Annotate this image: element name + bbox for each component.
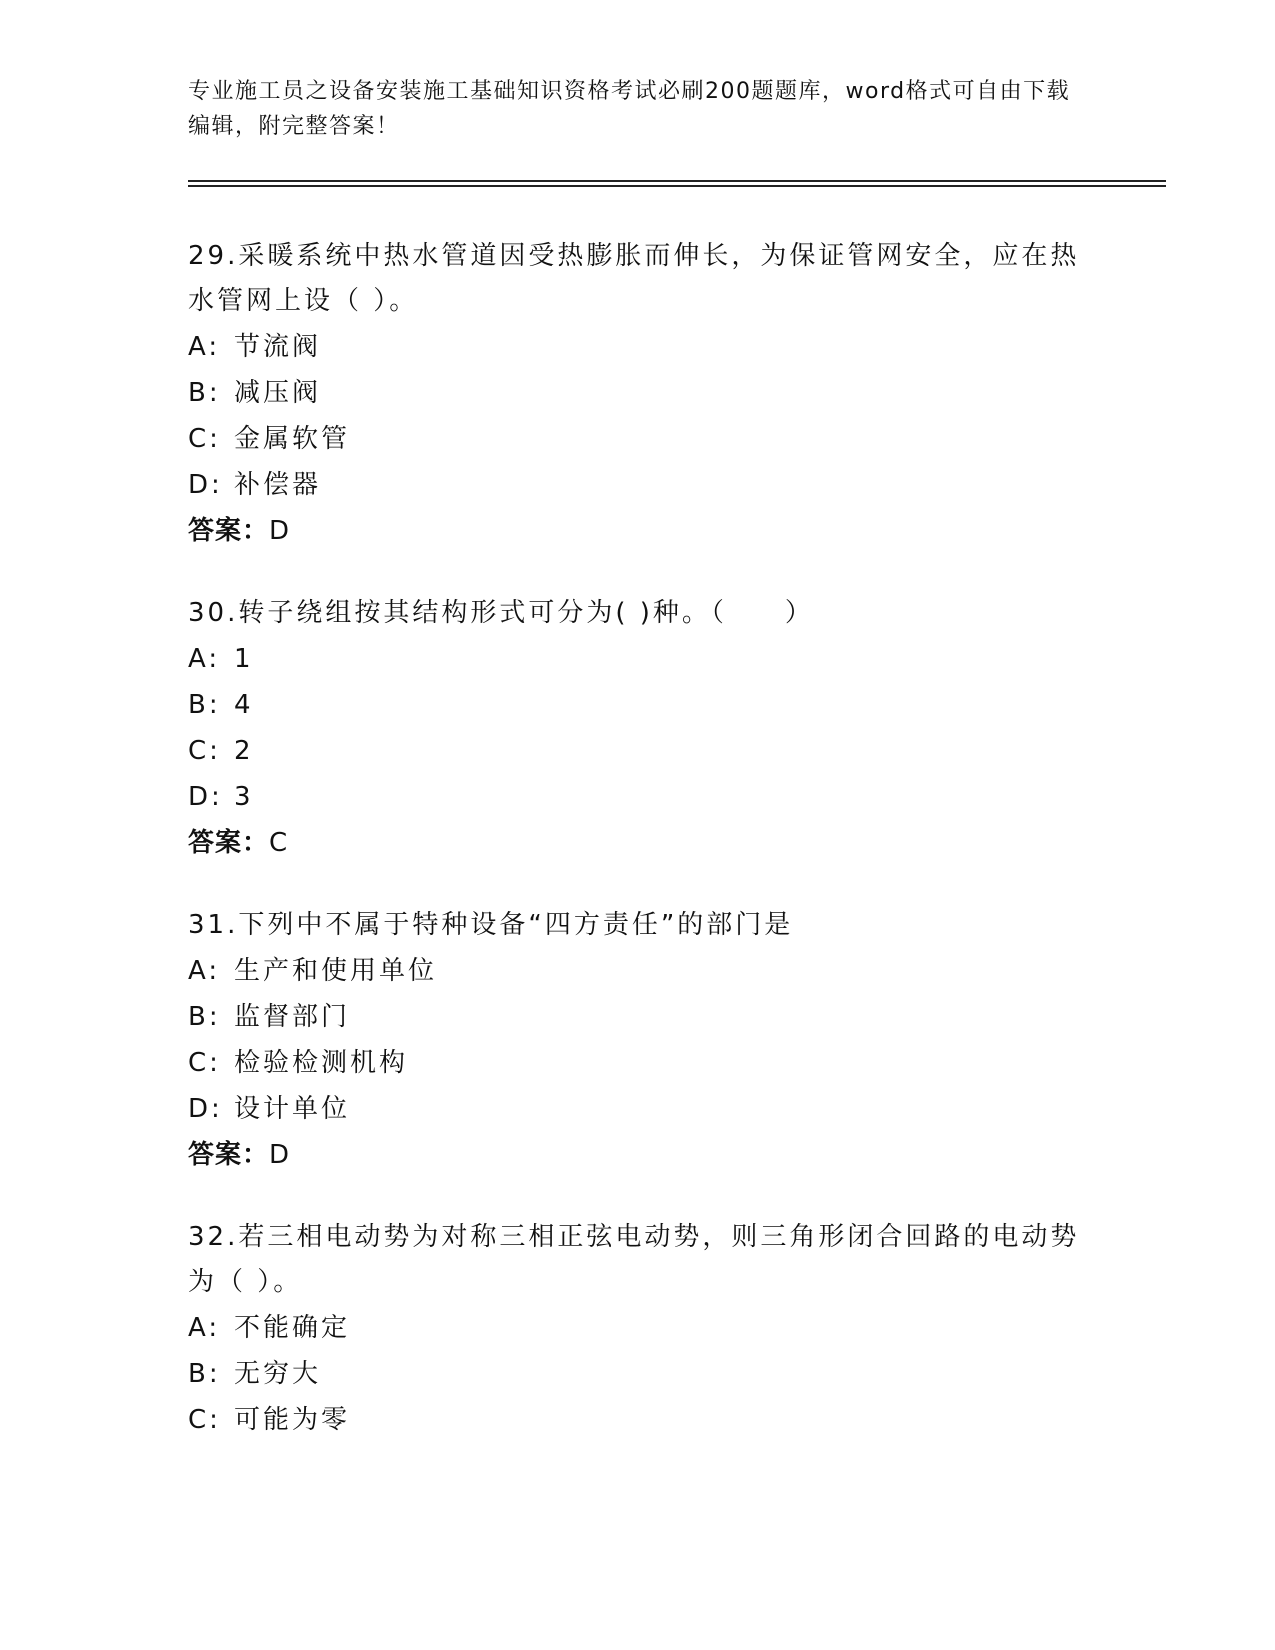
- answer-label: 答案：: [188, 516, 270, 546]
- option-letter: D:: [188, 782, 223, 812]
- question-stem: 32.若三相电动势为对称三相正弦电动势，则三角形闭合回路的电动势为（ ）。: [188, 1222, 1080, 1297]
- option-text: 2: [234, 736, 254, 766]
- answer-value: D: [269, 516, 291, 546]
- option-b: [188, 994, 1088, 1040]
- option-c: [188, 1040, 1088, 1086]
- option-letter: B:: [188, 1359, 221, 1389]
- option-text: 3: [234, 782, 254, 812]
- option-a: [188, 1305, 1088, 1351]
- option-letter: C:: [188, 1048, 221, 1078]
- answer-value: C: [269, 828, 289, 858]
- option-text: 补偿器: [234, 470, 322, 500]
- option-text: 设计单位: [234, 1094, 351, 1124]
- question-30: [188, 591, 1088, 866]
- option-d: [188, 1086, 1088, 1132]
- option-text: 检验检测机构: [234, 1048, 409, 1078]
- option-b: [188, 682, 1088, 728]
- option-b: [188, 1351, 1088, 1397]
- question-stem: 29.采暖系统中热水管道因受热膨胀而伸长，为保证管网安全，应在热水管网上设（ ）。: [188, 241, 1080, 316]
- option-letter: B:: [188, 378, 221, 408]
- option-letter: C:: [188, 1405, 221, 1435]
- option-letter: D:: [188, 470, 223, 500]
- option-text: 节流阀: [234, 332, 322, 362]
- option-letter: A:: [188, 956, 221, 986]
- question-stem: 31.下列中不属于特种设备“四方责任”的部门是: [188, 910, 794, 940]
- option-b: [188, 370, 1088, 416]
- option-a: [188, 948, 1088, 994]
- option-text: 监督部门: [234, 1002, 351, 1032]
- option-text: 4: [234, 690, 254, 720]
- answer-line: [188, 1132, 1088, 1178]
- option-text: 可能为零: [234, 1405, 351, 1435]
- option-letter: B:: [188, 1002, 221, 1032]
- header-divider-bottom: [188, 185, 1166, 187]
- answer-label: 答案：: [188, 828, 270, 858]
- option-letter: D:: [188, 1094, 223, 1124]
- option-d: [188, 774, 1088, 820]
- option-text: 无穷大: [234, 1359, 322, 1389]
- option-text: 1: [234, 644, 254, 674]
- option-d: [188, 462, 1088, 508]
- answer-label: 答案：: [188, 1140, 270, 1170]
- question-stem: 30.转子绕组按其结构形式可分为( )种。（ ）: [188, 598, 814, 628]
- option-text: 不能确定: [234, 1313, 351, 1343]
- option-letter: C:: [188, 424, 221, 454]
- option-text: 减压阀: [234, 378, 322, 408]
- question-32: [188, 1215, 1088, 1443]
- option-a: [188, 636, 1088, 682]
- question-31: [188, 903, 1088, 1178]
- option-a: [188, 324, 1088, 370]
- answer-line: [188, 820, 1088, 866]
- option-letter: C:: [188, 736, 221, 766]
- answer-value: D: [269, 1140, 291, 1170]
- answer-line: [188, 508, 1088, 554]
- option-letter: A:: [188, 332, 221, 362]
- option-c: [188, 416, 1088, 462]
- option-letter: B:: [188, 690, 221, 720]
- header-divider-top: [188, 180, 1166, 182]
- document-header: 专业施工员之设备安装施工基础知识资格考试必刷200题题库，word格式可自由下载编辑，附完整答案！: [188, 79, 1071, 139]
- question-29: [188, 234, 1088, 554]
- option-letter: A:: [188, 644, 221, 674]
- option-letter: A:: [188, 1313, 221, 1343]
- option-c: [188, 1397, 1088, 1443]
- option-c: [188, 728, 1088, 774]
- option-text: 金属软管: [234, 424, 351, 454]
- question-list: [188, 234, 1088, 1480]
- option-text: 生产和使用单位: [234, 956, 438, 986]
